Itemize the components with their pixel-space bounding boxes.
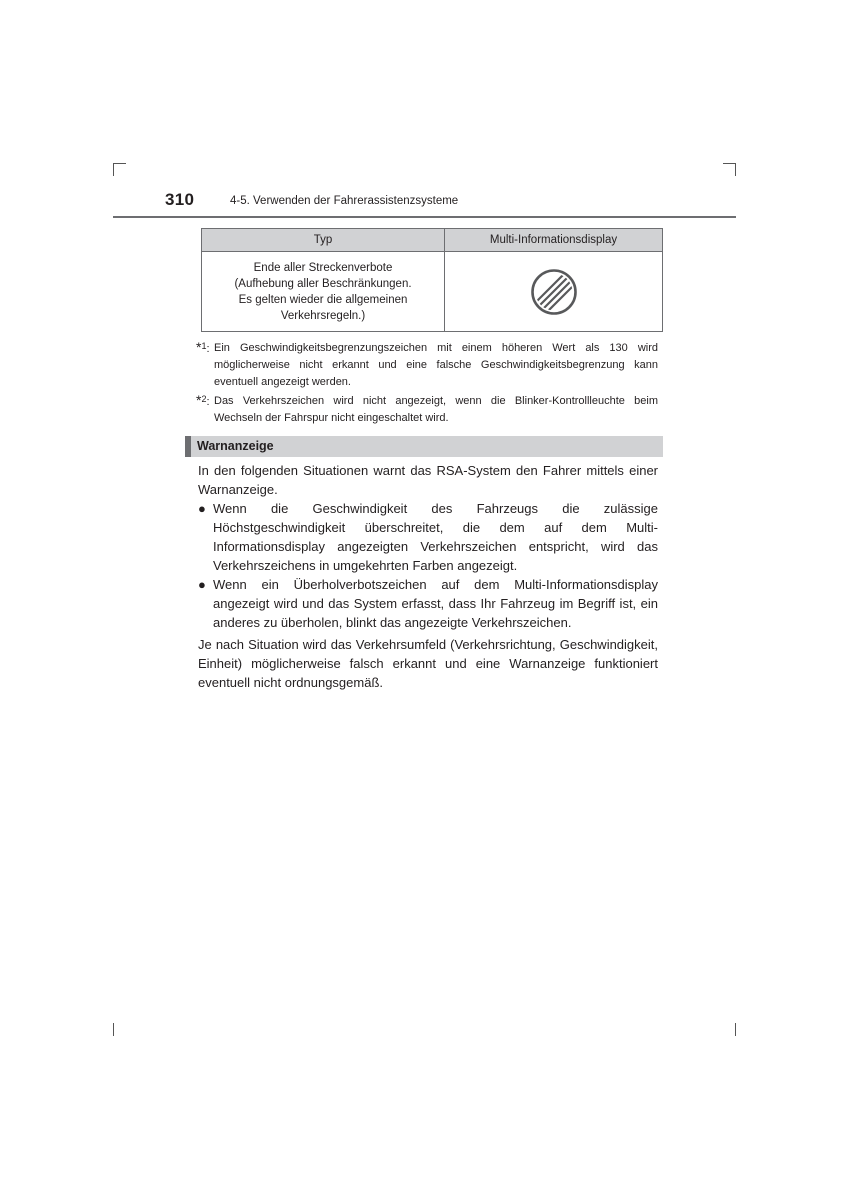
footnote-text: Ein Geschwindigkeitsbegrenzungszeichen mit einem höheren Wert als 130 wird möglicherweise nicht erkannt und eine falsche Geschwindigkeitsbegrenzung kann eventuell angezeigt werden. bbox=[214, 342, 658, 388]
footnote-marker: *$^1$: bbox=[196, 339, 210, 355]
crop-mark-bottom-left bbox=[113, 1023, 114, 1036]
intro-paragraph: In den folgenden Situationen warnt das RSA-System den Fahrer mittels einer Warnanzeige. bbox=[198, 463, 658, 497]
section-title: Warnanzeige bbox=[197, 439, 274, 453]
bullet-icon: ● bbox=[198, 501, 206, 516]
footnote-1 bbox=[196, 340, 658, 391]
sign-type-line: Verkehrsregeln.) bbox=[280, 309, 366, 322]
column-header-display: Multi-Informationsdisplay bbox=[445, 229, 663, 252]
sign-type-line: Ende aller Streckenverbote bbox=[253, 261, 393, 274]
list-item bbox=[198, 575, 658, 632]
crop-mark-top-right-h bbox=[723, 163, 736, 164]
sign-type-cell bbox=[202, 252, 445, 332]
footnote-2 bbox=[196, 393, 658, 427]
sign-type-line: Es gelten wieder die allgemeinen bbox=[238, 293, 408, 306]
chapter-title: 4-5. Verwenden der Fahrerassistenzsysteme bbox=[230, 195, 459, 207]
end-of-all-restrictions-sign-icon bbox=[530, 268, 578, 316]
table-header-row bbox=[202, 229, 663, 252]
crop-mark-top-left-v bbox=[113, 163, 114, 176]
closing-paragraph: Je nach Situation wird das Verkehrsumfeld (Verkehrsrichtung, Geschwindigkeit, Einheit) möglicherweise falsch erkannt und eine Warnanzeige funktioniert eventuell nicht ordnungsgemäß. bbox=[198, 637, 658, 690]
section-heading-tab bbox=[185, 436, 191, 457]
page-number: 310 bbox=[165, 190, 195, 209]
bullet-text: Wenn die Geschwindigkeit des Fahrzeugs die zulässige Höchstgeschwindigkeit überschreitet, die dem auf dem Multi-Informationsdisplay angezeigten Verkehrszeichen entspricht, wird das Verkehrszeichens in umgekehrten Farben angezeigt. bbox=[213, 501, 658, 573]
bullet-icon: ● bbox=[198, 577, 206, 592]
column-header-type: Typ bbox=[202, 229, 445, 252]
table-row bbox=[202, 252, 663, 332]
header-rule bbox=[113, 216, 736, 218]
footnote-marker: *$^2$: bbox=[196, 392, 210, 408]
footnote-text: Das Verkehrszeichen wird nicht angezeigt, wenn die Blinker-Kontrollleuchte beim Wechseln der Fahrspur nicht eingeschaltet wird. bbox=[214, 395, 658, 424]
crop-mark-top-left-h bbox=[113, 163, 126, 164]
sign-display-cell bbox=[445, 252, 663, 332]
list-item bbox=[198, 499, 658, 575]
traffic-sign-table bbox=[201, 228, 663, 332]
crop-mark-bottom-right bbox=[735, 1023, 736, 1036]
bullet-text: Wenn ein Überholverbotszeichen auf dem Multi-Informationsdisplay angezeigt wird und das System erfasst, dass Ihr Fahrzeug im Begriff ist, ein anderes zu überholen, blinkt das angezeigte Verkehrszeichen. bbox=[213, 577, 658, 630]
crop-mark-top-right-v bbox=[735, 163, 736, 176]
section-heading-bar bbox=[185, 436, 663, 457]
sign-type-line: (Aufhebung aller Beschränkungen. bbox=[234, 277, 412, 290]
